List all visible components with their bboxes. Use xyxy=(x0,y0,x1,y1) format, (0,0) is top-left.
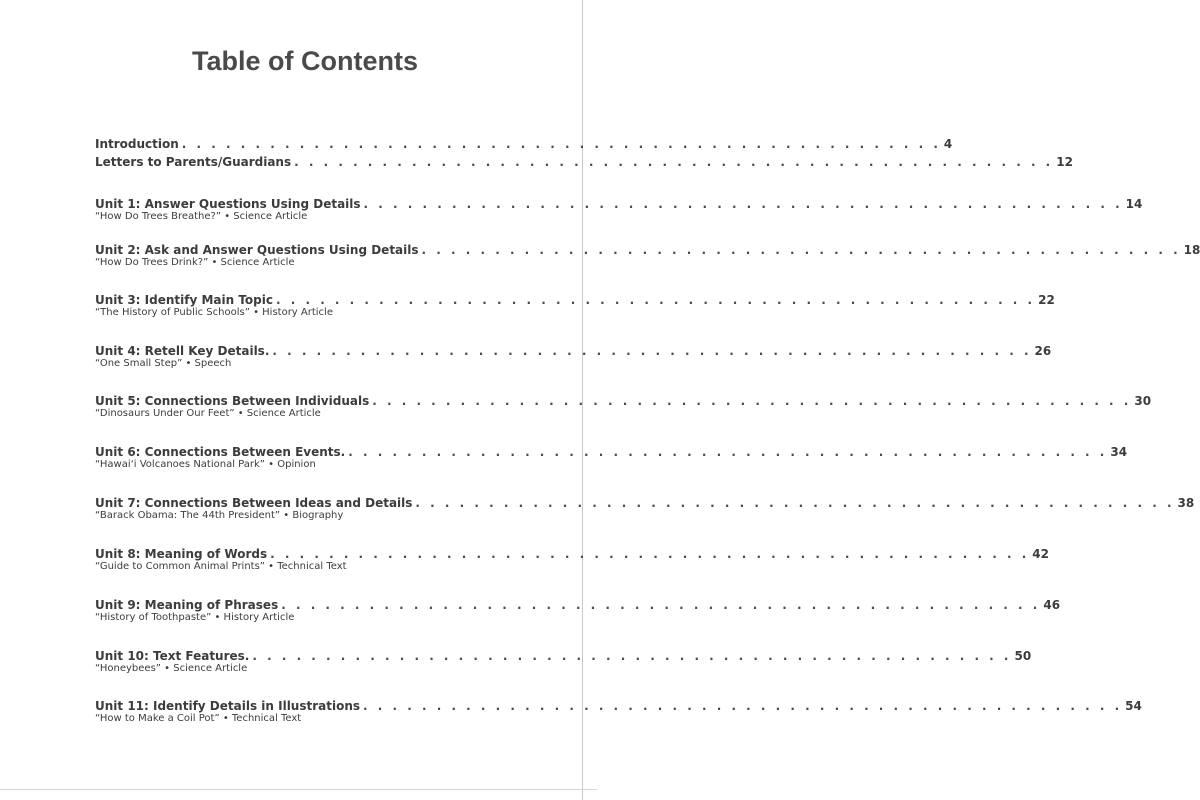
toc-entry-unit-2[interactable] xyxy=(95,243,1200,257)
dot-leader: . . . . . . . . . . . . . . . . . . . . . . . . . . . . . . . . . . . . . . . . . . . . . . . . . . . . xyxy=(421,243,1181,257)
toc-entry-subtitle: “Guide to Common Animal Prints” • Technical Text xyxy=(95,561,347,572)
toc-page-number: 22 xyxy=(1038,293,1055,307)
toc-entry-unit-8[interactable] xyxy=(95,547,1049,561)
toc-entry-title: Unit 3: Identify Main Topic xyxy=(95,293,273,307)
page-title: Table of Contents xyxy=(192,46,418,76)
toc-page-number: 30 xyxy=(1134,394,1152,408)
dot-leader: . . . . . . . . . . . . . . . . . . . . . . . . . . . . . . . . . . . . . . . . . . . . . . . . . . . . xyxy=(348,445,1108,459)
toc-entry-unit-6[interactable] xyxy=(95,445,1128,459)
toc-entry-subtitle: “Barack Obama: The 44th President” • Biography xyxy=(95,510,344,521)
page-bottom-edge xyxy=(0,789,597,790)
toc-page-number: 12 xyxy=(1056,155,1073,169)
toc-page-number: 42 xyxy=(1032,547,1049,561)
toc-entry-title: Unit 8: Meaning of Words xyxy=(95,547,268,561)
toc-entry-subtitle: “One Small Step” • Speech xyxy=(95,358,232,369)
toc-entry-subtitle: “How Do Trees Drink?” • Science Article xyxy=(95,257,295,268)
toc-entry-title: Introduction xyxy=(95,137,179,151)
toc-entry-title: Unit 5: Connections Between Individuals xyxy=(95,394,370,408)
dot-leader: . . . . . . . . . . . . . . . . . . . . . . . . . . . . . . . . . . . . . . . . . . . . . . . . . . . . xyxy=(181,137,941,151)
toc-page-number: 46 xyxy=(1043,598,1061,612)
dot-leader: . . . . . . . . . . . . . . . . . . . . . . . . . . . . . . . . . . . . . . . . . . . . . . . . . . . . xyxy=(372,394,1132,408)
toc-entry-letters[interactable] xyxy=(95,155,1073,169)
toc-page-number: 4 xyxy=(943,137,953,151)
toc-entry-unit-4[interactable] xyxy=(95,344,1052,358)
toc-entry-unit-10[interactable] xyxy=(95,649,1032,663)
toc-entry-unit-3[interactable] xyxy=(95,293,1055,307)
toc-page-number: 54 xyxy=(1125,699,1142,713)
dot-leader: . . . . . . . . . . . . . . . . . . . . . . . . . . . . . . . . . . . . . . . . . . . . . . . . . . . . xyxy=(363,197,1123,211)
toc-page-number: 34 xyxy=(1110,445,1128,459)
toc-entry-unit-1[interactable] xyxy=(95,197,1143,211)
toc-entry-subtitle: “How Do Trees Breathe?” • Science Article xyxy=(95,211,308,222)
dot-leader: . . . . . . . . . . . . . . . . . . . . . . . . . . . . . . . . . . . . . . . . . . . . . . . . . . . . xyxy=(272,344,1032,358)
toc-entry-title: Unit 9: Meaning of Phrases xyxy=(95,598,279,612)
toc-entry-title: Unit 2: Ask and Answer Questions Using Details xyxy=(95,243,419,257)
toc-entry-subtitle: “The History of Public Schools” • History Article xyxy=(95,307,333,318)
dot-leader: . . . . . . . . . . . . . . . . . . . . . . . . . . . . . . . . . . . . . . . . . . . . . . . . . . . . xyxy=(294,155,1054,169)
toc-entry-title: Unit 10: Text Features. xyxy=(95,649,250,663)
dot-leader: . . . . . . . . . . . . . . . . . . . . . . . . . . . . . . . . . . . . . . . . . . . . . . . . . . . . xyxy=(270,547,1030,561)
dot-leader: . . . . . . . . . . . . . . . . . . . . . . . . . . . . . . . . . . . . . . . . . . . . . . . . . . . . xyxy=(415,496,1175,510)
toc-entry-title: Letters to Parents/Guardians xyxy=(95,155,292,169)
dot-leader: . . . . . . . . . . . . . . . . . . . . . . . . . . . . . . . . . . . . . . . . . . . . . . . . . . . . xyxy=(252,649,1012,663)
toc-entry-unit-11[interactable] xyxy=(95,699,1142,713)
toc-entry-unit-9[interactable] xyxy=(95,598,1061,612)
toc-entry-unit-7[interactable] xyxy=(95,496,1195,510)
toc-entry-subtitle: “Honeybees” • Science Article xyxy=(95,663,248,674)
dot-leader: . . . . . . . . . . . . . . . . . . . . . . . . . . . . . . . . . . . . . . . . . . . . . . . . . . . . xyxy=(281,598,1041,612)
toc-page-number: 26 xyxy=(1034,344,1052,358)
toc-entry-title: Unit 1: Answer Questions Using Details xyxy=(95,197,361,211)
toc-page-number: 18 xyxy=(1183,243,1200,257)
toc-entry-subtitle: “History of Toothpaste” • History Article xyxy=(95,612,295,623)
dot-leader: . . . . . . . . . . . . . . . . . . . . . . . . . . . . . . . . . . . . . . . . . . . . . . . . . . . . xyxy=(275,293,1036,307)
toc-entry-introduction[interactable] xyxy=(95,137,953,151)
dot-leader: . . . . . . . . . . . . . . . . . . . . . . . . . . . . . . . . . . . . . . . . . . . . . . . . . . . . xyxy=(363,699,1123,713)
toc-entry-subtitle: “Dinosaurs Under Our Feet” • Science Article xyxy=(95,408,321,419)
toc-entry-unit-5[interactable] xyxy=(95,394,1152,408)
toc-entry-title: Unit 4: Retell Key Details. xyxy=(95,344,270,358)
toc-entry-title: Unit 7: Connections Between Ideas and Details xyxy=(95,496,413,510)
toc-entry-subtitle: “How to Make a Coil Pot” • Technical Text xyxy=(95,713,302,724)
toc-entry-subtitle: “Hawai‘i Volcanoes National Park” • Opinion xyxy=(95,459,316,470)
toc-page-number: 50 xyxy=(1014,649,1032,663)
toc-entry-title: Unit 11: Identify Details in Illustrations xyxy=(95,699,361,713)
toc-page-number: 14 xyxy=(1125,197,1143,211)
toc-page-number: 38 xyxy=(1177,496,1195,510)
toc-entry-title: Unit 6: Connections Between Events. xyxy=(95,445,346,459)
